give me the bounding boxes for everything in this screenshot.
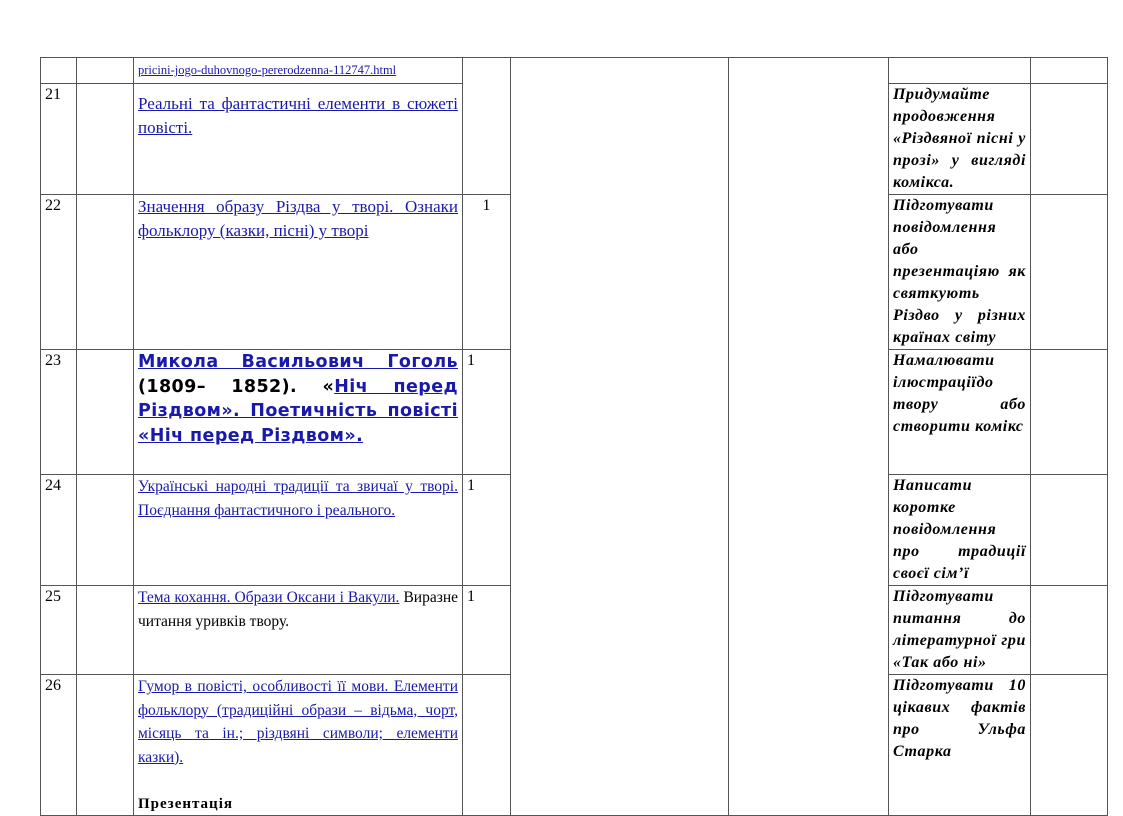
notes-cell xyxy=(1031,350,1108,475)
lesson-number: 24 xyxy=(41,475,77,586)
lesson-number: 21 xyxy=(41,84,77,195)
homework-cell xyxy=(889,58,1031,84)
notes-cell xyxy=(1031,84,1108,195)
topic-cell xyxy=(134,58,463,84)
date-cell xyxy=(77,586,134,675)
notes-cell xyxy=(1031,475,1108,586)
homework-cell: Написати коротке повідомлення про традиції своєї сім’ї xyxy=(889,475,1031,586)
homework-cell: Підготувати повідомлення або презентаціяю як святкують Різдво у різних країнах світу xyxy=(889,195,1031,350)
date-cell xyxy=(77,675,134,816)
homework-cell: Підготувати питання до літературної гри «Так або ні» xyxy=(889,586,1031,675)
merged-empty-column-1 xyxy=(511,58,729,816)
notes-cell xyxy=(1031,586,1108,675)
work-title-link[interactable]: Ніч перед Різдвом». Поетичність повісті «Ніч перед Різдвом». xyxy=(138,376,458,446)
topic-link[interactable]: Реальні та фантастичні елементи в сюжеті повісті. xyxy=(138,94,458,137)
topic-link[interactable]: Тема кохання. Образи Оксани і Вакули. xyxy=(138,589,400,606)
topic-cell xyxy=(134,195,463,350)
homework-cell: Придумайте продовження «Різдвяної пісні у прозі» у вигляді комікса. xyxy=(889,84,1031,195)
lesson-plan-table xyxy=(40,57,1108,816)
homework-cell: Намалювати ілюстраціїдо твору або створити комікс xyxy=(889,350,1031,475)
hours-cell xyxy=(463,58,511,195)
merged-empty-column-2 xyxy=(729,58,889,816)
topic-cell xyxy=(134,84,463,195)
notes-cell xyxy=(1031,195,1108,350)
date-cell xyxy=(77,58,134,84)
hours-cell: 1 xyxy=(463,195,511,350)
lesson-number: 22 xyxy=(41,195,77,350)
author-dates: (1809– 1852). « xyxy=(138,376,335,397)
date-cell xyxy=(77,84,134,195)
topic-plain-text: Виразне читання уривків твору. xyxy=(138,589,459,630)
topic-cell xyxy=(134,350,463,475)
lesson-number: 23 xyxy=(41,350,77,475)
lesson-number xyxy=(41,58,77,84)
homework-cell: Підготувати 10 цікавих фактів про Ульфа Старка xyxy=(889,675,1031,816)
lesson-number: 25 xyxy=(41,586,77,675)
topic-link[interactable]: Значення образу Різдва у творі. Ознаки фольклору (казки, пісні) у творі xyxy=(138,197,458,240)
date-cell xyxy=(77,475,134,586)
topic-url-link[interactable]: pricini-jogo-duhovnogo-pererodzenna-112747.html xyxy=(138,63,397,77)
notes-cell xyxy=(1031,58,1108,84)
topic-cell xyxy=(134,675,463,816)
presentation-label: Презентація xyxy=(138,796,233,812)
author-link[interactable]: Микола Васильович Гоголь xyxy=(138,352,458,372)
table-row xyxy=(41,58,1108,84)
notes-cell xyxy=(1031,675,1108,816)
topic-link[interactable]: Гумор в повісті, особливості її мови. Елементи фольклору (традиційні образи – відьма, чорт, місяць та ін.; різдвяні символи; елементи казки). xyxy=(138,678,458,766)
topic-cell xyxy=(134,475,463,586)
hours-cell xyxy=(463,675,511,816)
topic-cell xyxy=(134,586,463,675)
hours-cell: 1 xyxy=(463,475,511,586)
date-cell xyxy=(77,350,134,475)
topic-link[interactable]: Українські народні традиції та звичаї у творі. Поєднання фантастичного і реального. xyxy=(138,478,458,519)
lesson-number: 26 xyxy=(41,675,77,816)
hours-cell: 1 xyxy=(463,350,511,475)
date-cell xyxy=(77,195,134,350)
hours-cell: 1 xyxy=(463,586,511,675)
